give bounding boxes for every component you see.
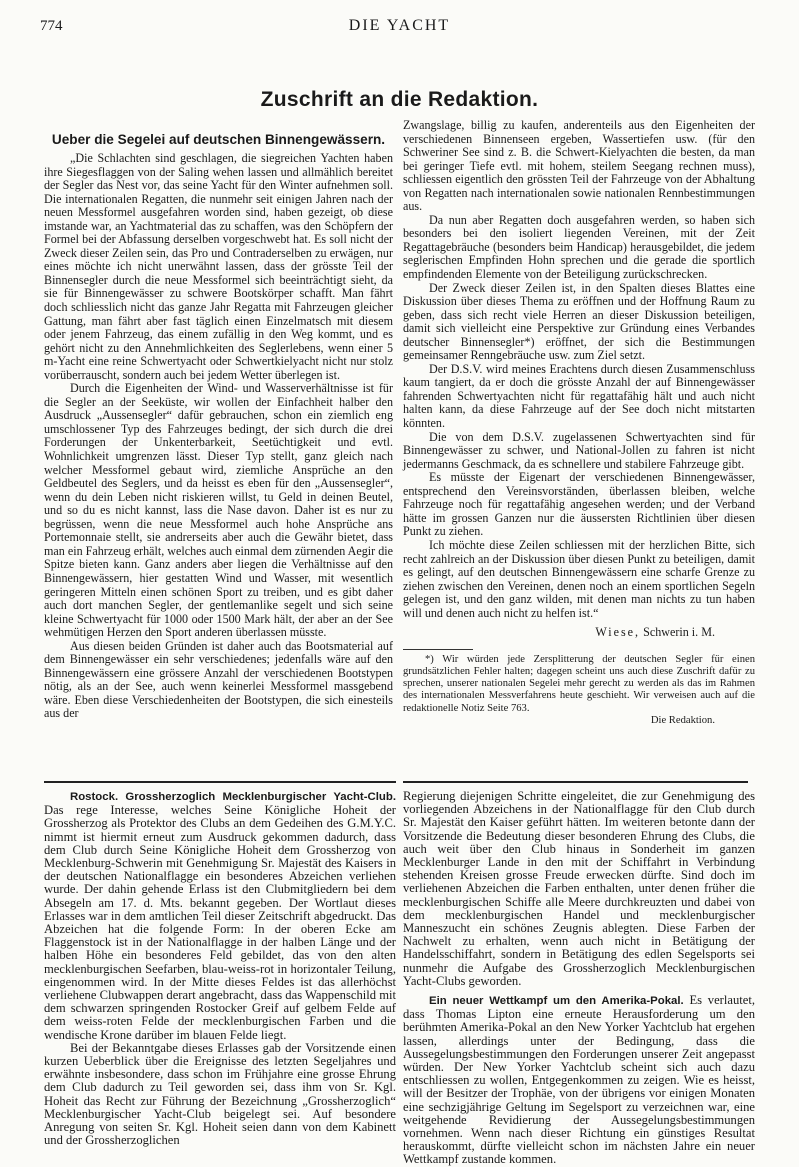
page-number: 774 (40, 18, 63, 34)
news-heading-rostock: Rostock. Grossherzoglich Mecklenburgischer Yacht-Club. (70, 791, 396, 803)
news-text: Es verlautet, dass Thomas Lipton eine erneute Herausforderung um den berühmten Amerika-Pokal an den New Yorker Yachtclub hat ergehen lassen, allerdings unter der Bedingung, dass die Aussegelungsbestimmungen den Forderungen unserer Zeit angepasst würden. Der New Yorker Yachtclub scheint sich auch dazu entschliessen zu wollen, Entgegenkommen zu zeigen. Wie es heisst, will der Besitzer der Trophäe, von der übrigens vor einigen Monaten eine sechzigjährige Geltung im Segelsport zu verzeichnen war, eine weitgehende Revidierung der Aussegelungsbestimmungen vornehmen. Wenn nach dieser Richtung ein günstiges Resultat herauskommt, dürfte vielleicht schon im nächsten Jahre ein neuer Wettkampf zustande kommen. (403, 993, 755, 1167)
article-paragraph: Da nun aber Regatten doch ausgefahren werden, so haben sich besonders bei den isoliert liegenden Vereinen, mit der Zeit Regattagebräuche (besonders beim Handicap) herausgebildet, die jedem seglerischen Empfinden Hohn sprechen und die gerade die sportlich empfindenden Elemente von der Beteiligung zurückschrecken. (403, 212, 755, 282)
article-paragraph: Der Zweck dieser Zeilen ist, in den Spalten dieses Blattes eine Diskussion über dieses Thema zu eröffnen und der Hoffnung Raum zu geben, dass sich recht viele Herren an dieser Diskussion beteiligen, damit sich vielleicht eine Perspektive zur Gründung eines Verbandes deutscher Binnensegler*) eröffnet, der sich die Bestimmungen gemeinsamer Renngebräuche usw. zum Ziel setzt. (403, 280, 755, 363)
article-paragraph: „Die Schlachten sind geschlagen, die siegreichen Yachten haben ihre Siegesflaggen von der Saling wehen lassen und allmählich bereitet der Segler das Nest vor, das seine Yacht für den Winter aufnehmen soll. Die internationalen Regatten, die nunmehr seit einigen Jahren nach der neuen Messformel ausgefahren worden sind, haben gezeigt, ob diese imstande war, an Yachtmaterial das zu schaffen, was den Schöpfern der Formel bei der Abfassung derselben vorgeschwebt hat. Es soll nicht der Zweck dieser Zeilen sein, das Pro und Contraderselben zu erwägen, nur eines möchte ich nicht unerwähnt lassen, dass der grösste Teil der Binnensegler durch die neue Messformel sich beeinträchtigt sieht, da sie für Binnengewässer zu schwere Bootskörper schafft. Man fährt doch schliesslich nicht das ganze Jahr Regatta mit Fahrzeugen gleicher Gattung, man fährt aber fast täglich einen Einzelmatsch mit diesem oder jenem Fahrzeug, das einem zufällig in den Weg kommt, und es gehört nicht zu den Annehmlichkeiten des Seglerlebens, wenn einer 5 m-Yacht eine reine Schwertyacht oder Schwertkielyacht nicht nur stolz vorüberrauscht, sondern auch bei jedem Wetter überlegen ist. (44, 151, 393, 382)
article-right-column (403, 119, 755, 727)
news-paragraph (44, 790, 396, 1042)
article-paragraph: Es müsste der Eigenart der verschiedenen Binnengewässer, entsprechend den Vereinsvorständen, überlassen bleiben, welche Fahrzeuge noch für regattafähig angesehen werden; und der Verband hätte im grossen Ganzen nur die äussersten Richtlinien über diesen Punkt zu ziehen. (403, 470, 755, 539)
article-paragraph: Ich möchte diese Zeilen schliessen mit der herzlichen Bitte, sich recht zahlreich an der Diskussion über diesen Punkt zu beteiligen, damit es gelingt, auf den deutschen Binnengewässern eine scharfe Grenze zu ziehen zwischen den Vereinen, denen noch an einem sportlichen Segeln gelegen ist, und den ganz wilden, mit denen man nichts zu tun haben will und denen auch nicht zu helfen ist.“ (403, 537, 755, 620)
footnote (403, 654, 755, 727)
news-right-column (403, 790, 755, 1167)
news-left-column (44, 790, 396, 1147)
article-paragraph: Durch die Eigenheiten der Wind- und Wasserverhältnisse ist für die Segler an der Seeküste, wir wollen der Einfachheit halber den Ausdruck „Aussensegler“ dafür gebrauchen, schon ein ziemlich eng umschlossener Typ des Fahrzeuges bedingt, der sich durch die drei Forderungen der Unkenterbarkeit, Seetüchtigkeit und evtl. Wohnlichkeit umgrenzen lässt. Dieser Typ stellt, ganz gleich nach welcher Messformel gebaut wird, ziemliche Ansprüche an den Geldbeutel des Seglers, und da heisst es eben für den „Aussensegler“, wenn du dein Leben nicht riskieren willst, tu Geld in deinen Beutel, und so du es nicht kannst, lass die Nase davon. Daher ist es nur zu begrüssen, wenn die neue Messformel auch hohe Ansprüche ans Portemonnaie stellt, sie andrerseits aber auch die Gewähr bietet, dass man ein Fahrzeug erhält, welches auch einmal dem zürnenden Aegir die Spitze bieten kann. Ganz anders aber liegen die Verhältnisse auf den Binnengewässern, hier gestatten Wind und Wasser, mit wesentlich geringeren Mitteln einen schönen Sport zu treiben, und es gibt daher auch dort manchen Segler, der gentlemanlike segelt und sich seine kleine Schwertyacht für 1000 oder 1500 Mark hält, der aber an der See wehmütigen Herzen den Sport anderen überlassen müsste. (44, 381, 393, 640)
news-heading-amerika: Ein neuer Wettkampf um den Amerika-Pokal. (429, 995, 684, 1008)
section-divider (403, 781, 748, 783)
article-title: Zuschrift an die Redaktion. (260, 88, 539, 111)
article-subtitle: Ueber die Segelei auf deutschen Binnengewässern. (51, 132, 386, 147)
signature-place: Schwerin i. M. (643, 625, 715, 640)
article-left-column (44, 132, 393, 721)
article-paragraph: Zwangslage, billig zu kaufen, anderenteils aus den Eigenheiten der verschiedenen Binnenseen ergeben, Wassertiefen usw. (für den Schweriner See sind z. B. die Schwert-Kielyachten die besten, da man bei geringer Tiefe evtl. mit hohem, steilem Seegang rechnen muss), schliessen eigentlich den grössten Teil der Fahrzeuge von der Abhaltung von Regatten nach internationalen sowie nationalen Rennbestimmungen aus. (403, 118, 755, 214)
signature (403, 626, 755, 640)
footnote-signature: Die Redaktion. (650, 714, 715, 726)
news-paragraph: Regierung diejenigen Schritte eingeleitet, die zur Genehmigung des vorliegenden Abzeichens in der Nationalflagge für den Club durch Sr. Majestät den Kaiser geführt hätten. Im weiteren betonte dann der Vorsitzende die Bedeutung dieser besonderen Ehrung des Clubs, die auch weit über den Club hinaus in Sonderheit im ganzen Mecklenburger Lande in den mit der Schiffahrt in Verbindung stehenden Kreisen grosse Freude erwecken dürfte. Sind doch im verliehenen Abzeichen die Farben enthalten, unter denen früher die mecklenburgischen Schiffe alle Meere durchkreuzten und dabei von dem mecklenburgischen Handel und mecklenburgischer Manneszucht ein schönes Zeugnis ablegten. Diese Farben der Nachwelt zu erhalten, wenn auch nicht in Betätigung der Handelsschiffahrt, sondern in Betätigung des edlen Segelsports sei nunmehr die Aufgabe des Grossherzoglich Mecklenburgischen Yacht-Clubs geworden. (403, 789, 755, 988)
footnote-rule (403, 649, 473, 650)
signature-name: Wiese, (595, 625, 641, 640)
news-paragraph: Bei der Bekanntgabe dieses Erlasses gab der Vorsitzende einen kurzen Ueberblick über die Ereignisse des letzten Segeljahres und erwähnte insbesondere, dass schon im Frühjahre eine grosse Ehrung dem Club dadurch zu Teil geworden sei, dass ihm von Sr. Kgl. Hoheit das Recht zur Führung der Bezeichnung „Grossherzoglich“ Mecklenburgischer Yacht-Club beigelegt sei. Auf besondere Anregung von seiten Sr. Kgl. Hoheit seien dann von dem Kabinett und der Grossherzoglichen (44, 1040, 396, 1148)
footnote-text: *) Wir würden jede Zersplitterung der deutschen Segler für einen grundsätzlichen Fehler halten; dagegen scheint uns auch diese Zuschrift dafür zu sprechen, unserer nationalen Segelei mehr gerecht zu werden als das im Rahmen des internationalen Messverfahrens heute geschieht. Wir verweisen auch auf die redaktionelle Notiz Seite 763. (403, 653, 755, 714)
news-paragraph (403, 994, 755, 1167)
section-divider (44, 781, 396, 783)
article-paragraph: Der D.S.V. wird meines Erachtens durch diesen Zusammenschluss kaum tangiert, da er doch die grösste Anzahl der auf Binnengewässer fahrenden Schwertyachten nicht für regattafähig hält und auch nicht halten kann, da diese Fahrzeuge auf der See doch nicht mitstarten könnten. (403, 361, 755, 431)
article-paragraph: Die von dem D.S.V. zugelassenen Schwertyachten sind für Binnengewässer zu schwer, und National-Jollen zu fahren ist nicht jedermanns Geschmack, da es schnellere und stabilere Fahrzeuge gibt. (403, 429, 755, 471)
running-title: DIE YACHT (348, 17, 451, 34)
news-text: Das rege Interesse, welches Seine Königliche Hoheit der Grossherzog als Protektor des Clubs an dem Gedeihen des G.M.Y.C. nimmt ist hiermit erneut zum Ausdruck gekommen dadurch, dass dem Club durch Seine Königliche Hoheit dem Grossherzog von Mecklenburg-Schwerin mit Genehmigung Sr. Majestät des Kaisers in der deutschen Nationalflagge ein besonderes Abzeichen verliehen wurde. Der dahin gehende Erlass ist den Clubmitgliedern bei dem Absegeln am 17. d. Mts. bekannt gegeben. Der Wortlaut dieses Erlasses war in dem amtlichen Teil dieser Zeitschrift abgedruckt. Das Abzeichen hat die folgende Form: In der oberen Ecke am Flaggenstock ist in der Nationalflagge in der halben Länge und der halben Höhe ein besonderes Feld gebildet, das von den alten mecklenburgischen Seefarben, blau-weiss-rot in horizontaler Teilung, eingenommen wird. In der Mitte dieses Feldes ist das allerhöchst verliehene Clubwappen derart angebracht, dass das Wappenschild mit dem schwarzen springenden Rostocker Greif auf gelbem Felde auf dem weiss-roten Felde der mecklenburgischen Farben und die wendische Krone darüber im blauen Felde liegt. (44, 803, 396, 1042)
article-paragraph: Aus diesen beiden Gründen ist daher auch das Bootsmaterial auf dem Binnengewässer ein sehr verschiedenes; jedenfalls wäre auf den Binnengewässern eine grössere Anzahl der verschiedenen Bootstypen nötig, als an der See, auch wenn keinerlei Messformel massgebend wäre. Eben diese Verschiedenheiten der Bootstypen, die sich einesteils aus der (44, 638, 393, 721)
